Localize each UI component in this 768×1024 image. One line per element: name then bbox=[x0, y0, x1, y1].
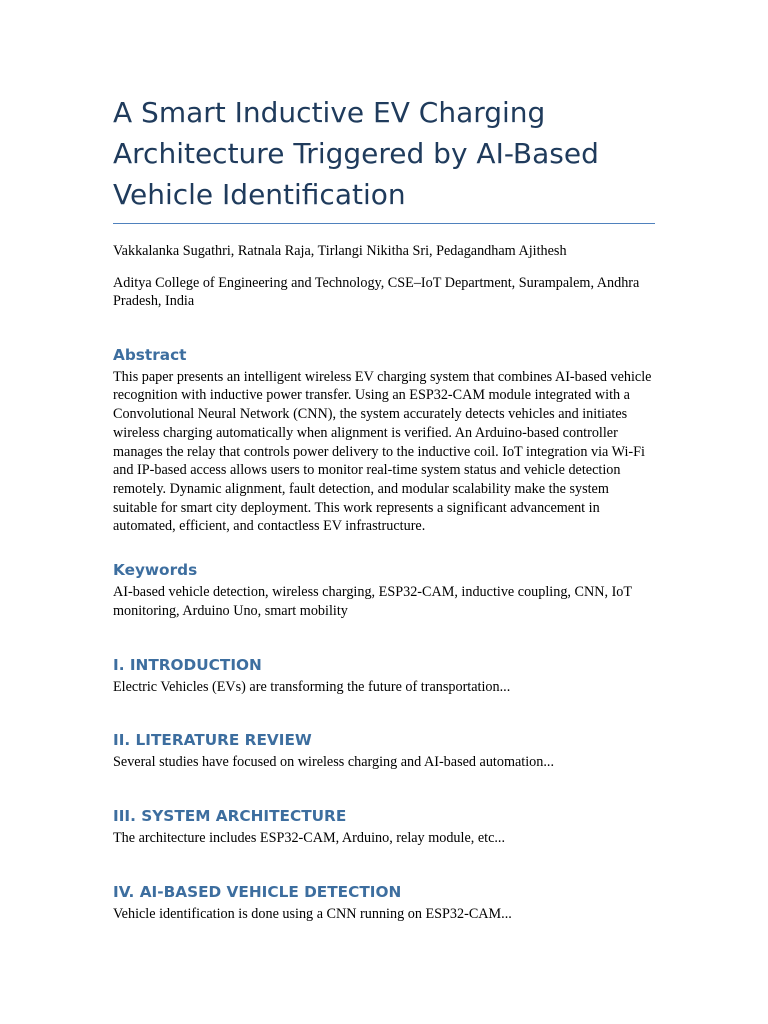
document-page bbox=[113, 92, 655, 923]
keywords-section bbox=[113, 560, 655, 620]
literature-review-section bbox=[113, 730, 655, 772]
introduction-section bbox=[113, 655, 655, 697]
abstract-section bbox=[113, 345, 655, 536]
literature-review-heading: II. LITERATURE REVIEW bbox=[113, 731, 312, 750]
system-architecture-body: The architecture includes ESP32-CAM, Arduino, relay module, etc... bbox=[113, 829, 506, 846]
keywords-heading: Keywords bbox=[113, 561, 198, 580]
system-architecture-heading: III. SYSTEM ARCHITECTURE bbox=[113, 806, 347, 825]
system-architecture-section bbox=[113, 806, 655, 848]
paper-title: A Smart Inductive EV Charging Architecture Triggered by AI-Based Vehicle Identification bbox=[113, 92, 655, 224]
introduction-heading: I. INTRODUCTION bbox=[113, 655, 262, 674]
abstract-heading: Abstract bbox=[113, 345, 187, 364]
ai-detection-heading: IV. AI-BASED VEHICLE DETECTION bbox=[113, 882, 402, 901]
literature-review-body: Several studies have focused on wireless charging and AI-based automation... bbox=[113, 754, 555, 771]
ai-detection-body: Vehicle identification is done using a CNN running on ESP32-CAM... bbox=[113, 905, 512, 922]
introduction-body: Electric Vehicles (EVs) are transforming the future of transportation... bbox=[113, 678, 511, 695]
paper-authors: Vakkalanka Sugathri, Ratnala Raja, Tirlangi Nikitha Sri, Pedagandham Ajithesh bbox=[113, 243, 567, 259]
paper-affiliation: Aditya College of Engineering and Technology, CSE–IoT Department, Surampalem, Andhra Pradesh, India bbox=[113, 274, 640, 310]
keywords-body: AI-based vehicle detection, wireless charging, ESP32-CAM, inductive coupling, CNN, IoT monitoring, Arduino Uno, smart mobility bbox=[113, 584, 632, 619]
abstract-body: This paper presents an intelligent wireless EV charging system that combines AI-based vehicle recognition with inductive power transfer. Using an ESP32-CAM module integrated with a Convolutional Neural Network (CNN), the system accurately detects vehicles and initiates wireless charging automatically when alignment is verified. An Arduino-based controller manages the relay that controls power delivery to the inductive coil. IoT integration via Wi-Fi and IP-based access allows users to monitor real-time system status and vehicle detection remotely. Dynamic alignment, fault detection, and modular scalability make the system suitable for smart city deployment. This work represents a significant advancement in automated, efficient, and contactless EV infrastructure. bbox=[113, 368, 652, 535]
ai-detection-section bbox=[113, 882, 655, 924]
